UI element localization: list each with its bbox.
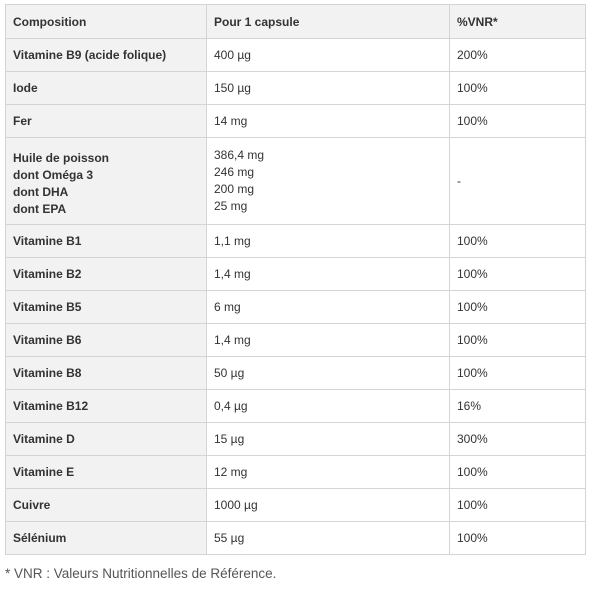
- amount-cell: [207, 72, 450, 105]
- header-row: [6, 5, 586, 39]
- nutrient-name: Vitamine B2: [13, 266, 82, 281]
- amount-cell: [207, 324, 450, 357]
- nutrient-name-cell: [6, 105, 207, 138]
- nutrient-name: dont EPA: [13, 202, 67, 216]
- table-row: [6, 522, 586, 555]
- amount-cell: [207, 39, 450, 72]
- nutrient-name-cell: [6, 225, 207, 258]
- amount-value: 14 mg: [214, 113, 248, 128]
- nutrient-name: Vitamine B6: [13, 332, 82, 347]
- amount-cell: [207, 105, 450, 138]
- nutrient-name-cell: [6, 423, 207, 456]
- nutrient-name-cell: [6, 324, 207, 357]
- amount-cell: [207, 225, 450, 258]
- amount-value: 55 µg: [214, 530, 245, 545]
- nutrition-table: [5, 4, 586, 555]
- header-vnr: %VNR*: [450, 5, 586, 39]
- nutrient-name: Vitamine E: [13, 464, 75, 479]
- amount-value: 200 mg: [214, 182, 255, 196]
- amount-cell: [207, 138, 450, 225]
- amount-value: 6 mg: [214, 299, 241, 314]
- amount-cell: [207, 390, 450, 423]
- nutrient-name-cell: [6, 291, 207, 324]
- table-row: [6, 72, 586, 105]
- nutrient-name-cell: [6, 357, 207, 390]
- amount-cell: [207, 456, 450, 489]
- nutrient-name: Vitamine D: [13, 431, 75, 446]
- table-row: [6, 390, 586, 423]
- amount-value: 1,1 mg: [214, 233, 251, 248]
- table-body: [6, 39, 586, 555]
- nutrient-name: Vitamine B9 (acide folique): [13, 47, 167, 62]
- amount-value: 400 µg: [214, 47, 251, 62]
- table-row: [6, 105, 586, 138]
- vnr-value: 100%: [450, 72, 586, 105]
- amount-value: 246 mg: [214, 165, 255, 179]
- amount-value: 386,4 mg: [214, 148, 265, 162]
- table-row: [6, 39, 586, 72]
- amount-cell: [207, 522, 450, 555]
- amount-value: 1,4 mg: [214, 332, 251, 347]
- nutrient-name: Iode: [13, 80, 38, 95]
- nutrient-name: Cuivre: [13, 497, 51, 512]
- amount-value: 12 mg: [214, 464, 248, 479]
- amount-value: 0,4 µg: [214, 398, 248, 413]
- amount-value: 15 µg: [214, 431, 245, 446]
- amount-cell: [207, 423, 450, 456]
- vnr-value: 100%: [450, 456, 586, 489]
- amount-value: 1,4 mg: [214, 266, 251, 281]
- amount-cell: [207, 258, 450, 291]
- vnr-value: 100%: [450, 258, 586, 291]
- nutrient-name: Fer: [13, 113, 32, 128]
- table-row: [6, 423, 586, 456]
- vnr-value: 100%: [450, 105, 586, 138]
- table-row: [6, 258, 586, 291]
- nutrient-name-cell: [6, 522, 207, 555]
- table-row: [6, 291, 586, 324]
- nutrient-name: Vitamine B12: [13, 398, 89, 413]
- vnr-footnote: * VNR : Valeurs Nutritionnelles de Référence.: [5, 566, 277, 581]
- amount-cell: [207, 357, 450, 390]
- nutrient-name: Vitamine B8: [13, 365, 82, 380]
- amount-value: 25 mg: [214, 199, 248, 213]
- vnr-value: 100%: [450, 225, 586, 258]
- table-row: [6, 225, 586, 258]
- nutrient-name-cell: [6, 390, 207, 423]
- table-row: [6, 138, 586, 225]
- amount-value: 150 µg: [214, 80, 251, 95]
- vnr-value: 100%: [450, 489, 586, 522]
- vnr-value: 200%: [450, 39, 586, 72]
- nutrient-name: Huile de poisson: [13, 151, 110, 165]
- nutrient-name-cell: [6, 489, 207, 522]
- header-composition: Composition: [6, 5, 207, 39]
- table-row: [6, 324, 586, 357]
- nutrient-name: Sélénium: [13, 530, 67, 545]
- vnr-value: 16%: [450, 390, 586, 423]
- amount-value: 50 µg: [214, 365, 245, 380]
- nutrient-name-cell: [6, 138, 207, 225]
- vnr-value: 100%: [450, 291, 586, 324]
- vnr-value: 100%: [450, 522, 586, 555]
- nutrient-name-cell: [6, 72, 207, 105]
- vnr-value: 300%: [450, 423, 586, 456]
- table-header: [6, 5, 586, 39]
- nutrient-name: dont DHA: [13, 185, 69, 199]
- nutrient-name-cell: [6, 39, 207, 72]
- amount-cell: [207, 291, 450, 324]
- table-row: [6, 489, 586, 522]
- vnr-value: 100%: [450, 324, 586, 357]
- table-row: [6, 456, 586, 489]
- nutrient-name: Vitamine B1: [13, 233, 82, 248]
- nutrient-name: dont Oméga 3: [13, 168, 94, 182]
- amount-cell: [207, 489, 450, 522]
- nutrient-name-cell: [6, 258, 207, 291]
- vnr-value: 100%: [450, 357, 586, 390]
- header-per-capsule: Pour 1 capsule: [207, 5, 450, 39]
- amount-value: 1000 µg: [214, 497, 258, 512]
- nutrient-name: Vitamine B5: [13, 299, 82, 314]
- nutrient-name-cell: [6, 456, 207, 489]
- table-row: [6, 357, 586, 390]
- vnr-value: -: [450, 138, 586, 225]
